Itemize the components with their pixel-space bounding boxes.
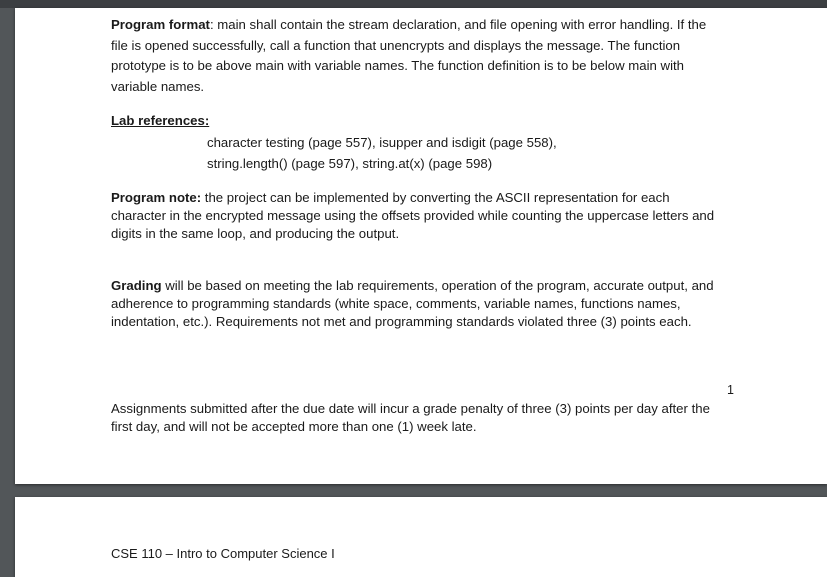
note-line-1	[111, 189, 714, 207]
grading-line-3: indentation, etc.). Requirements not met and programming standards violated three (3) points each.	[111, 314, 692, 330]
lab-references-list	[207, 133, 557, 174]
format-line-3: prototype is to be above main with variable names. The function definition is to be below main with	[111, 58, 684, 73]
note-line-3: digits in the same loop, and producing the output.	[111, 226, 400, 242]
format-line-2: file is opened successfully, call a function that unencrypts and displays the message. The function	[111, 37, 681, 53]
late-line-2: first day, and will not be accepted more than one (1) week late.	[111, 419, 477, 435]
lab-ref-line-2: string.length() (page 597), string.at(x) (page 598)	[207, 155, 493, 171]
viewer-top-bar	[0, 0, 827, 8]
late-policy-paragraph	[111, 400, 710, 436]
grading-line-1	[111, 277, 714, 295]
grading-label: Grading	[111, 278, 162, 293]
format-text-1: : main shall contain the stream declaration, and file opening with error handling. If the	[209, 17, 707, 32]
format-paragraph	[111, 15, 706, 97]
grading-text-1: will be based on meeting the lab requirements, operation of the program, accurate output, and	[161, 278, 714, 293]
note-label: Program note:	[111, 190, 202, 205]
note-text-1: the project can be implemented by converting the ASCII representation for each	[201, 190, 670, 205]
note-paragraph	[111, 189, 714, 244]
late-line-1: Assignments submitted after the due date will incur a grade penalty of three (3) points per day after the	[111, 401, 710, 416]
lab-ref-line-1: character testing (page 557), isupper and isdigit (page 558),	[207, 135, 557, 150]
lab-references-heading: Lab references:	[111, 113, 210, 128]
format-label: Program format	[111, 17, 210, 32]
page-number: 1	[727, 383, 734, 397]
grading-paragraph	[111, 277, 714, 332]
page-header: CSE 110 – Intro to Computer Science I	[111, 546, 335, 561]
grading-line-2: adherence to programming standards (white space, comments, variable names, functions names,	[111, 296, 681, 312]
pdf-page-2	[15, 497, 827, 577]
note-line-2: character in the encrypted message using the offsets provided while counting the uppercase letters and	[111, 208, 715, 224]
pdf-page-1	[15, 8, 827, 484]
format-line-1	[111, 15, 706, 36]
format-line-4: variable names.	[111, 78, 205, 94]
